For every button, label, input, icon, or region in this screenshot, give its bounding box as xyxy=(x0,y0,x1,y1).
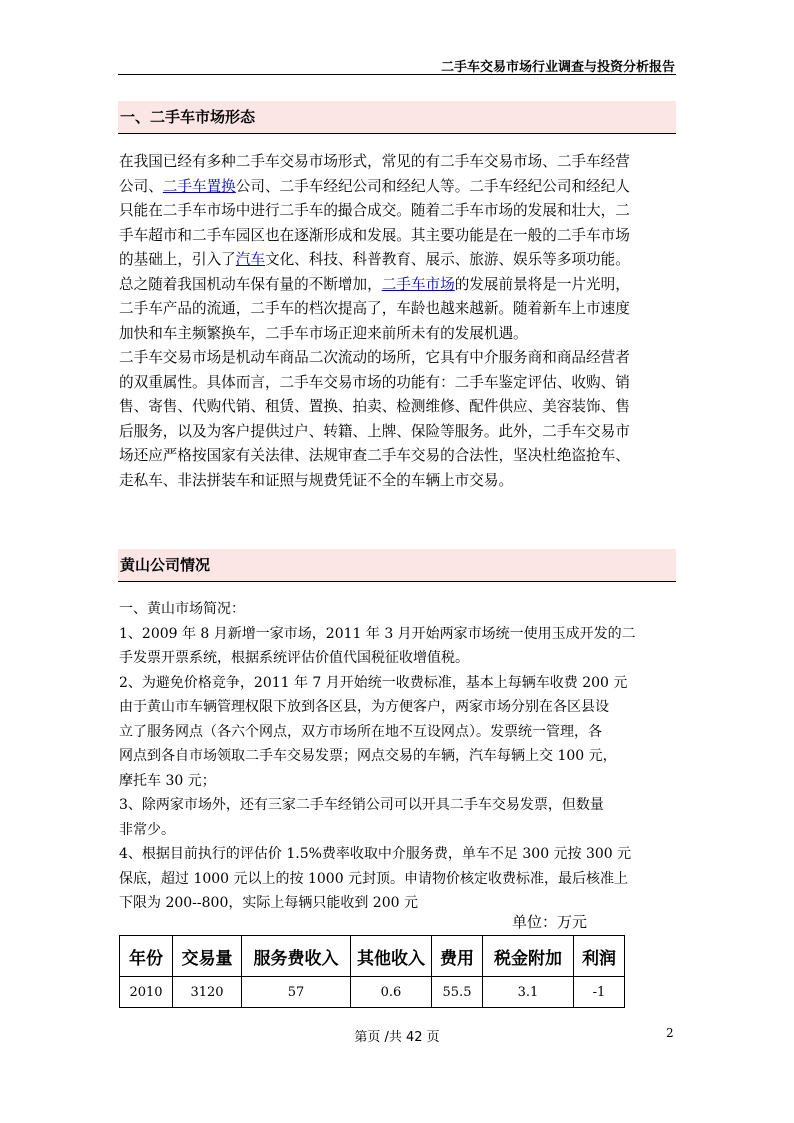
text-line: 保底，超过 1000 元以上的按 1000 元封顶。申请物价核定收费标准，最后核准上 xyxy=(119,870,629,887)
text-line xyxy=(119,322,679,347)
section2-heading: 黄山公司情况 xyxy=(118,549,676,582)
text-segment: 手车超市和二手车园区也在逐渐形成和发展。其主要功能是在一般的二手车市场 xyxy=(119,226,630,244)
inline-link[interactable]: 汽车 xyxy=(235,251,265,268)
table-cell: 2010 xyxy=(120,977,173,1008)
text-segment: 场还应严格按国家有关法律、法规审查二手车交易的合法性，坚决杜绝盗抢车、 xyxy=(119,447,630,464)
text-line: 非常少。 xyxy=(119,821,175,838)
text-segment: 加快和车主频繁换车，二手车市场正迎来前所未有的发展机遇。 xyxy=(119,324,528,342)
text-line xyxy=(119,444,679,469)
table-header-cell: 年份 xyxy=(120,936,173,977)
text-segment: 走私车、非法拼装车和证照与规费凭证不全的车辆上市交易。 xyxy=(119,471,514,489)
finance-table xyxy=(119,935,625,1008)
text-segment: 的发展前景将是一片光明， xyxy=(454,275,630,293)
text-line xyxy=(119,273,679,298)
text-line: 一、黄山市场简况： xyxy=(119,601,245,617)
table-header-cell: 交易量 xyxy=(173,936,242,977)
table-cell: 0.6 xyxy=(351,977,432,1008)
table-header-cell: 其他收入 xyxy=(351,936,432,977)
section2-body xyxy=(119,597,679,916)
text-segment: 的双重属性。具体而言，二手车交易市场的功能有：二手车鉴定评估、收购、销 xyxy=(119,373,630,391)
text-segment: 的基础上，引入了 xyxy=(119,251,236,268)
text-segment: 后服务，以及为客户提供过户、转籍、上牌、保险等服务。此外，二手车交易市 xyxy=(119,422,630,440)
table-header-row xyxy=(120,936,625,977)
text-line: 网点到各自市场领取二手车交易发票；网点交易的车辆，汽车每辆上交 100 元， xyxy=(119,748,617,764)
text-segment: 二手车交易市场是机动车商品二次流动的场所，它具有中介服务商和商品经营者 xyxy=(119,349,630,366)
table-header-cell: 费用 xyxy=(432,936,483,977)
section1-heading: 一、二手车市场形态 xyxy=(118,101,676,134)
text-line xyxy=(119,175,679,200)
table-header-cell: 利润 xyxy=(574,936,625,977)
table-cell: 3120 xyxy=(173,977,242,1008)
footer-page-info: 第页 /共 42 页 xyxy=(354,1030,440,1045)
unit-label: 单位：万元 xyxy=(512,913,588,931)
text-segment: 二手车产品的流通，二手车的档次提高了，车龄也越来越新。随着新车上市速度 xyxy=(119,300,630,317)
text-line: 手发票开票系统，根据系统评估价值代国税征收增值税。 xyxy=(119,650,469,666)
text-line: 摩托车 30 元； xyxy=(119,772,216,789)
text-segment: 公司、 xyxy=(119,177,163,195)
text-line: 下限为 200--800，实际上每辆只能收到 200 元 xyxy=(119,895,418,911)
text-line: 4、根据目前执行的评估价 1.5%费率收取中介服务费，单车不足 300 元按 300 元 xyxy=(119,846,632,862)
table-cell: 3.1 xyxy=(483,977,574,1008)
inline-link[interactable]: 二手车置换 xyxy=(162,177,236,195)
table-row xyxy=(120,977,625,1008)
section1-body xyxy=(119,150,679,493)
table-cell: -1 xyxy=(574,977,625,1008)
text-segment: 售、寄售、代购代销、租赁、置换、拍卖、检测维修、配件供应、美容装饰、售 xyxy=(119,398,630,415)
text-line xyxy=(119,150,679,175)
text-line xyxy=(119,395,679,420)
text-line: 立了服务网点（各六个网点，双方市场所在地不互设网点）。发票统一管理，各 xyxy=(119,723,602,740)
table-cell: 55.5 xyxy=(432,977,483,1008)
text-line xyxy=(119,199,679,224)
text-line: 由于黄山市车辆管理权限下放到各区县，为方便客户，两家市场分别在各区县设 xyxy=(119,699,609,715)
text-segment: 公司、二手车经纪公司和经纪人等。二手车经纪公司和经纪人 xyxy=(235,177,630,195)
text-line: 3、除两家市场外，还有三家二手车经销公司可以开具二手车交易发票，但数量 xyxy=(119,797,604,813)
text-line: 2、为避免价格竞争，2011 年 7 月开始统一收费标准，基本上每辆车收费 200 元 xyxy=(119,674,628,691)
table-header-cell: 服务费收入 xyxy=(242,936,351,977)
text-line xyxy=(119,346,679,371)
text-line xyxy=(119,420,679,445)
header-title: 二手车交易市场行业调查与投资分析报告 xyxy=(440,60,675,75)
text-line xyxy=(119,248,679,273)
inline-link[interactable]: 二手车市场 xyxy=(381,275,455,293)
text-segment: 只能在二手车市场中进行二手车的撮合成交。随着二手车市场的发展和壮大，二 xyxy=(119,202,630,219)
text-segment: 总之随着我国机动车保有量的不断增加， xyxy=(119,275,382,293)
text-segment: 文化、科技、科普教育、展示、旅游、娱乐等多项功能。 xyxy=(264,251,630,268)
text-line xyxy=(119,224,679,249)
text-segment: 在我国已经有多种二手车交易市场形式，常见的有二手车交易市场、二手车经营 xyxy=(119,153,630,170)
page-number: 2 xyxy=(666,1026,674,1040)
table-cell: 57 xyxy=(242,977,351,1008)
table-header-cell: 税金附加 xyxy=(483,936,574,977)
header-divider xyxy=(118,74,676,75)
text-line xyxy=(119,469,679,494)
text-line xyxy=(119,371,679,396)
text-line: 1、2009 年 8 月新增一家市场，2011 年 3 月开始两家市场统一使用玉成开发的二 xyxy=(119,625,636,642)
text-line xyxy=(119,297,679,322)
